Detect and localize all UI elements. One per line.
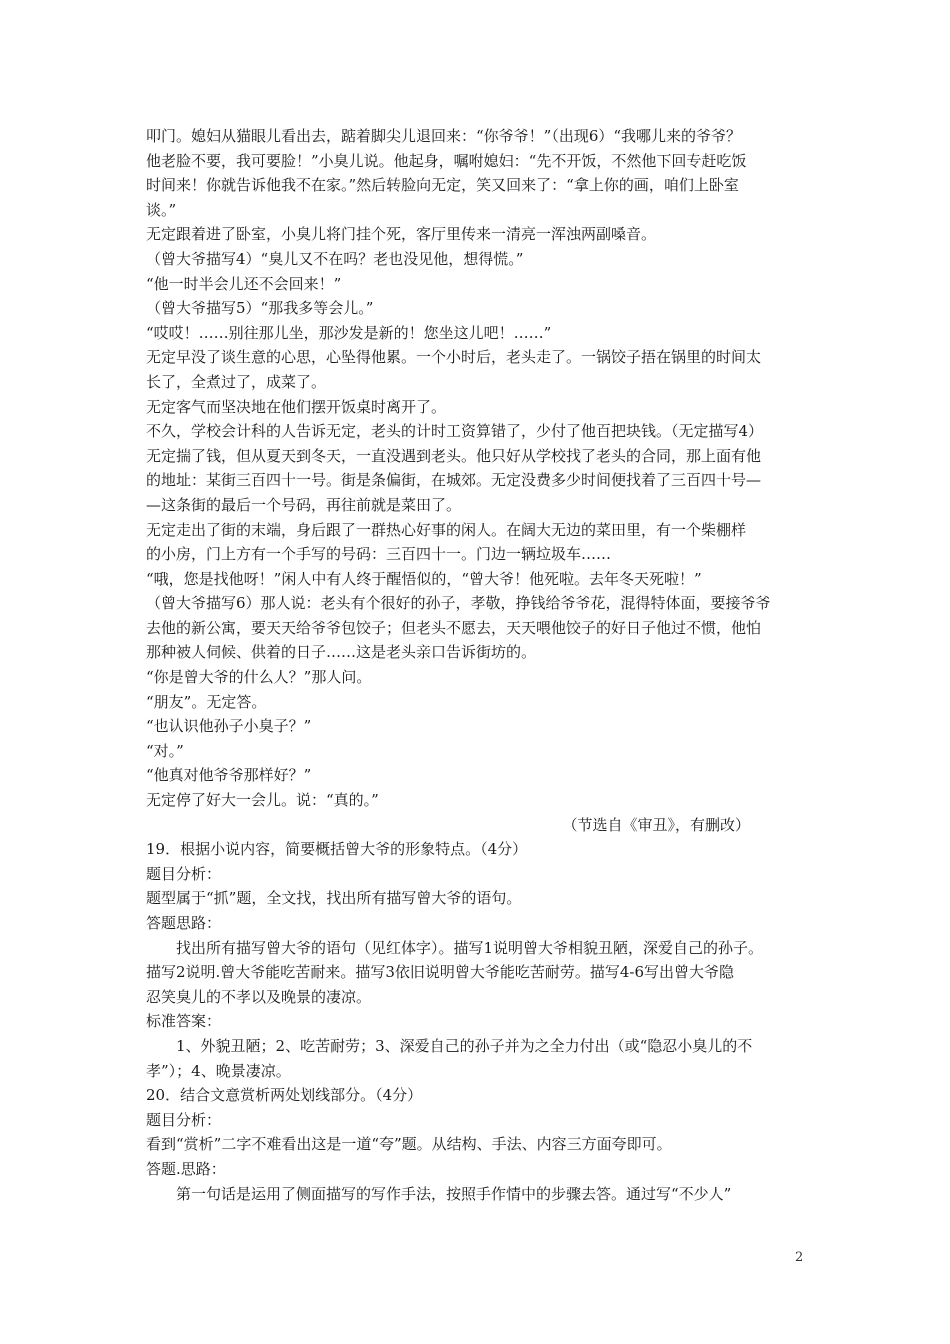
text-line: “哦，您是找他呀！”闲人中有人终于醒悟似的，“曾大爷！他死啦。去年冬天死啦！”	[146, 569, 702, 588]
text-line: —这条街的最后一个号码，再往前就是菜田了。	[146, 495, 462, 514]
text-line: 时间来！你就告诉他我不在家。”然后转脸向无定，笑又回来了：“拿上你的画，咱们上卧室	[146, 176, 739, 195]
text-line: 20．结合文意赏析两处划线部分。（4分）	[146, 1086, 423, 1105]
text-line: 孝”）；4、晚景凄凉。	[146, 1061, 291, 1080]
text-line: （曾大爷描写5）“那我多等会儿。”	[146, 299, 374, 318]
text-line: 第一句话是运用了侧面描写的写作手法，按照手作情中的步骤去答。通过写“不少人”	[176, 1184, 732, 1203]
page-number: 2	[795, 1250, 804, 1265]
text-line: （曾大爷描写4）“臭儿又不在吗？老也没见他，想得慌。”	[146, 249, 524, 268]
text-line: 无定停了好大一会儿。说：“真的。”	[146, 791, 379, 810]
text-line: 题目分析：	[146, 864, 222, 883]
text-line: 题目分析：	[146, 1110, 222, 1129]
text-line: 标准答案：	[146, 1012, 222, 1031]
text-line: 无定跟着进了卧室，小臭儿将门挂个死，客厅里传来一清亮一浑浊两副嗓音。	[146, 225, 657, 244]
text-line: （节选自《审丑》，有删改）	[562, 815, 750, 834]
text-line: 答题思路：	[146, 914, 222, 932]
text-line: “他真对他爷爷那样好？”	[146, 766, 312, 785]
text-line: 那种被人伺候、供着的日子……这是老头亲口告诉街坊的。	[146, 643, 537, 662]
text-line: “朋友”。无定答。	[146, 692, 267, 711]
document-body	[146, 124, 812, 1206]
text-line: 叩门。媳妇从猫眼儿看出去，踮着脚尖儿退回来：“你爷爷！”（出现6）“我哪儿来的爷爷？	[146, 127, 742, 145]
text-line: 19．根据小说内容，简要概括曾大爷的形象特点。（4分）	[146, 840, 528, 859]
text-line: 的地址：某街三百四十一号。街是条偏街，在城郊。无定没费多少时间便找着了三百四十号—	[146, 471, 762, 490]
text-line: “哎哎！……别往那儿坐，那沙发是新的！您坐这儿吧！……”	[146, 323, 552, 342]
text-line: 谈。”	[146, 200, 177, 219]
text-line: “对。”	[146, 741, 184, 760]
text-line: 去他的新公寓，要天天给爷爷包饺子；但老头不愿去，天天喂他饺子的好日子他过不惯，他怕	[146, 618, 762, 637]
text-line: 他老脸不要，我可要脸！”小臭儿说。他起身，嘱咐媳妇：“先不开饭，不然他下回专赶吃饭	[146, 151, 747, 170]
text-line: 描写2说明.曾大爷能吃苦耐来。描写3依旧说明曾大爷能吃苦耐劳。描写4-6写出曾大爷隐	[146, 963, 735, 982]
text-line: 题型属于“抓”题，全文找，找出所有描写曾大爷的语句。	[146, 889, 522, 908]
text-line: 找出所有描写曾大爷的语句（见红体字）。描写1说明曾大爷相貌丑陋，深爱自己的孙子。	[176, 938, 764, 957]
text-line: 无定客气而坚决地在他们摆开饭桌时离开了。	[146, 397, 447, 416]
text-line: “他一时半会儿还不会回来！”	[146, 274, 342, 293]
text-line: 不久，学校会计科的人告诉无定，老头的计时工资算错了，少付了他百把块钱。（无定描写4）	[146, 422, 764, 441]
text-line: （曾大爷描写6）那人说：老头有个很好的孙子，孝敬，挣钱给爷爷花，混得特体面，要接爷爷	[146, 594, 771, 613]
text-line: 看到“赏析”二字不难看出这是一道“夸”题。从结构、手法、内容三方面夸即可。	[146, 1135, 672, 1154]
text-line: 长了，全煮过了，成菜了。	[146, 372, 327, 391]
text-line: 的小房，门上方有一个手写的号码：三百四十一。门边一辆垃圾车……	[146, 545, 612, 564]
text-line: 答题.思路：	[146, 1159, 226, 1178]
text-line: “你是曾大爷的什么人？”那人问。	[146, 668, 372, 687]
text-line: “也认识他孙子小臭子？”	[146, 717, 312, 736]
text-line: 1、外貌丑陋；2、吃苦耐劳；3、深爱自己的孙子并为之全力付出（或“隐忍小臭儿的不	[176, 1036, 753, 1055]
text-line: 无定早没了谈生意的心思，心坠得他累。一个小时后，老头走了。一锅饺子捂在锅里的时间太	[146, 348, 762, 367]
text-line: 无定走出了街的末端，身后跟了一群热心好事的闲人。在阔大无边的菜田里，有一个柴棚样	[146, 520, 747, 539]
text-line: 忍笑臭儿的不孝以及晚景的凄凉。	[146, 987, 372, 1006]
text-line: 无定揣了钱，但从夏天到冬天，一直没遇到老头。他只好从学校找了老头的合同，那上面有他	[146, 446, 762, 465]
